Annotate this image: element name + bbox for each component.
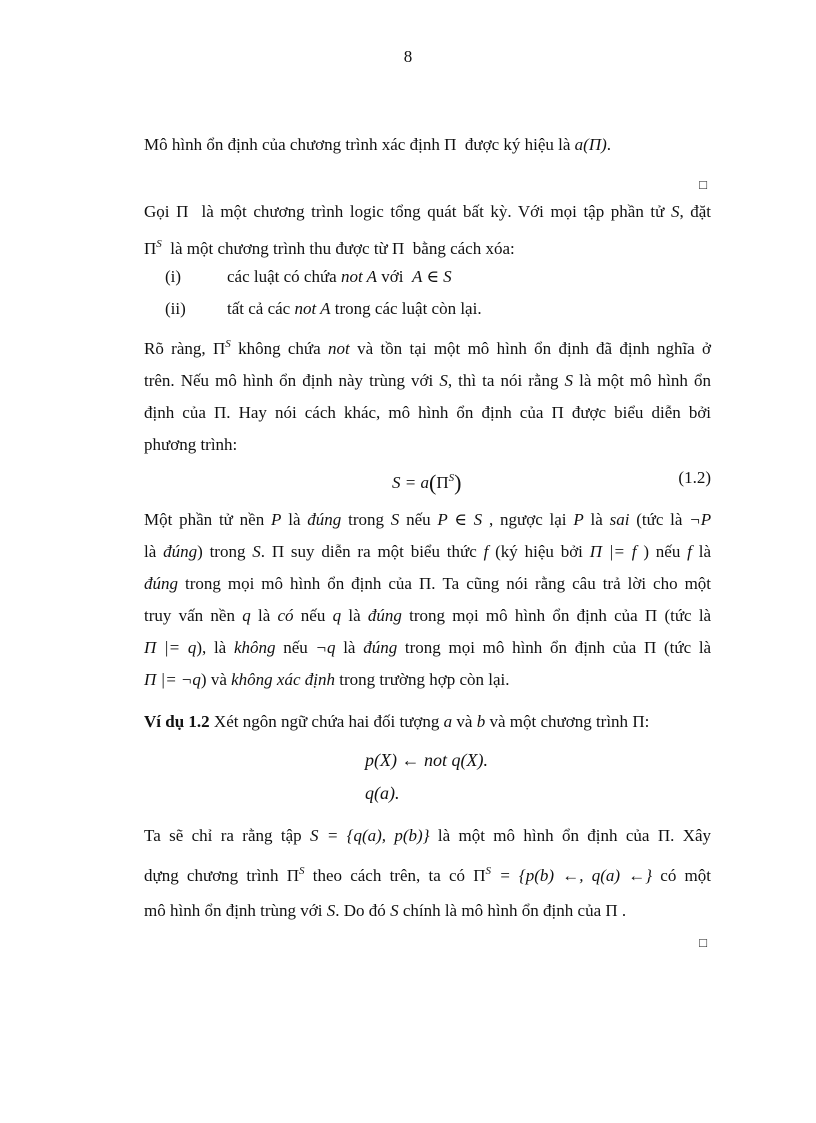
list-label: (i) — [165, 267, 182, 286]
page-number: 8 — [403, 47, 413, 66]
text: theo cách trên, ta có — [312, 866, 466, 885]
text: là — [288, 510, 301, 529]
pi-symbol: Π — [551, 403, 564, 422]
text: là — [257, 606, 271, 625]
italic-text: not — [328, 339, 350, 358]
text: là một mô hình ổn — [579, 371, 711, 390]
text: . — [621, 901, 627, 920]
line — [144, 855, 711, 892]
line — [144, 397, 711, 429]
text: trong trường hợp còn lại. — [339, 670, 510, 689]
pi-symbol: Π — [176, 202, 189, 221]
text: định của — [144, 403, 206, 422]
text: Rõ ràng, — [144, 339, 206, 358]
formula: S = {q(a), p(b)} — [309, 826, 430, 845]
pi-symbol: Π — [286, 866, 300, 885]
program-rule: q(a). — [365, 783, 400, 803]
text: , đặt — [679, 202, 712, 221]
text: bằng cách xóa: — [412, 239, 515, 258]
text: Gọi — [144, 202, 170, 221]
text: ) và — [200, 670, 227, 689]
formula: S = a — [392, 473, 429, 492]
text: trên. Nếu mô hình ổn định này trùng với — [144, 371, 434, 390]
italic-text: đúng — [144, 574, 178, 593]
paragraph-reduct-definition — [144, 196, 711, 265]
text: là — [144, 542, 157, 561]
text: (tức là — [664, 606, 712, 625]
pi-symbol: Π — [436, 473, 449, 492]
italic-text: f — [687, 542, 692, 561]
italic-text: đúng — [363, 638, 398, 657]
text: , ngược lại — [488, 510, 567, 529]
formula: Π |= ¬q — [144, 670, 201, 689]
text: dựng chương trình — [144, 866, 279, 885]
text: có một — [660, 866, 712, 885]
text: ) trong — [197, 542, 246, 561]
pi-symbol: Π — [392, 239, 405, 258]
pi-symbol: Π — [644, 606, 658, 625]
italic-text: q — [332, 606, 342, 625]
italic-text: P — [573, 510, 584, 529]
italic-text: b — [476, 712, 486, 731]
superscript: S — [299, 865, 305, 877]
set-symbol: S — [326, 901, 336, 920]
italic-text: not A — [340, 267, 378, 286]
superscript: S — [225, 338, 231, 350]
line — [144, 365, 711, 397]
line — [144, 664, 711, 696]
line — [144, 328, 711, 365]
text: ), là — [196, 638, 227, 657]
qed-box-icon: □ — [699, 177, 707, 192]
pi-symbol: Π — [144, 239, 157, 258]
italic-text: a — [443, 712, 453, 731]
text: với — [381, 267, 404, 286]
italic-text: f — [483, 542, 489, 561]
text: nếu — [283, 638, 308, 657]
set-symbol: S — [252, 542, 261, 561]
text: (tức là — [663, 638, 712, 657]
text: là — [348, 606, 361, 625]
text: Mô hình ổn định của chương trình xác định — [144, 135, 440, 154]
formula: Π |= f — [589, 542, 637, 561]
text: và — [456, 712, 473, 731]
equation: $S = a(\Pi^S)$ — [392, 470, 462, 495]
paragraph-stable-model-equation — [144, 328, 711, 461]
line — [144, 820, 711, 852]
text: Ta sẽ chỉ ra rằng tập — [144, 826, 302, 845]
text: Xét ngôn ngữ chứa hai đối tượng — [213, 712, 440, 731]
set-symbol: S — [564, 371, 574, 390]
paragraph-entailment — [144, 504, 711, 696]
text: truy vấn nền — [144, 606, 235, 625]
text: là một chương trình thu được từ — [170, 239, 388, 258]
line — [144, 536, 711, 568]
example-title: Ví dụ 1.2 — [144, 712, 210, 731]
text: chính là mô hình ổn định của — [402, 901, 602, 920]
pi-symbol: Π — [271, 542, 285, 561]
text: . Ta cũng nói rằng câu trả lời cho một — [431, 574, 712, 593]
set-symbol: S — [390, 510, 400, 529]
pi-symbol: Π — [418, 574, 432, 593]
text: (ký hiệu bởi — [495, 542, 583, 561]
set-symbol: S — [439, 371, 448, 390]
pi-symbol: Π — [473, 866, 486, 885]
text: trong mọi mô hình ổn định của — [409, 606, 638, 625]
pi-symbol: Π — [605, 901, 618, 920]
formula — [473, 866, 652, 885]
formula: ¬P — [689, 510, 712, 529]
text: . — [260, 542, 266, 561]
list-label: (ii) — [165, 299, 186, 318]
list-item — [165, 293, 482, 325]
qed-box-icon: □ — [699, 935, 707, 950]
text: tất cả các — [227, 299, 291, 318]
text: trong mọi mô hình ổn định của — [404, 638, 637, 657]
text: các luật có chứa — [227, 267, 337, 286]
line — [144, 632, 711, 664]
text: . — [606, 135, 612, 154]
text: nếu — [406, 510, 431, 529]
superscript: S — [485, 865, 492, 877]
italic-text: q — [242, 606, 251, 625]
italic-text: đúng — [367, 606, 402, 625]
pi-symbol: Π — [212, 339, 226, 358]
text: (tức là — [636, 510, 683, 529]
line — [144, 228, 711, 265]
superscript: S — [448, 472, 455, 484]
pi-symbol: Π — [632, 712, 645, 731]
italic-text: không — [233, 638, 276, 657]
formula: = {p(b) ←, q(a) ←} — [499, 866, 653, 885]
text: là — [343, 638, 356, 657]
italic-text: not A — [294, 299, 331, 318]
italic-text: có — [277, 606, 294, 625]
text: nếu — [300, 606, 326, 625]
text: ) nếu — [643, 542, 681, 561]
text: và tồn tại một mô hình ổn định đã định nghĩa ở — [357, 339, 712, 358]
equation-number: (1.2) — [678, 468, 711, 487]
text: , thì ta nói rằng — [447, 371, 559, 390]
line — [144, 568, 711, 600]
text: không chứa — [238, 339, 321, 358]
line — [144, 895, 711, 927]
line — [144, 600, 711, 632]
text: trong — [348, 510, 384, 529]
pi-symbol: Π — [657, 826, 671, 845]
text: là một mô hình ổn định của — [437, 826, 650, 845]
text: suy diễn ra một biểu thức — [290, 542, 477, 561]
paragraph-stable-model-notation — [144, 129, 711, 161]
text: trong các luật còn lại. — [334, 299, 482, 318]
text: . Do đó — [335, 901, 386, 920]
text: . Xây — [670, 826, 712, 845]
program-rule: p(X) ← not q(X). — [365, 750, 488, 770]
formula: Π |= q — [144, 638, 197, 657]
text: được biểu diễn bởi — [571, 403, 712, 422]
example-heading-line — [144, 706, 711, 738]
formula: P ∈ S — [437, 510, 483, 529]
text: trong mọi mô hình ổn định của — [184, 574, 412, 593]
paragraph-example-explanation — [144, 820, 711, 927]
text: . Hay nói cách khác, mô hình ổn định của — [226, 403, 544, 422]
italic-text: sai — [609, 510, 630, 529]
line — [144, 504, 711, 536]
text: mô hình ổn định trùng với — [144, 901, 323, 920]
italic-text: P — [271, 510, 282, 529]
text: là một chương trình logic tổng quát bất kỳ. Với mọi tập phần tử — [201, 202, 665, 221]
text: Một phần tử nền — [144, 510, 265, 529]
text: : — [644, 712, 650, 731]
formula: A ∈ S — [412, 267, 452, 286]
list-item — [165, 261, 452, 293]
pi-symbol: Π — [213, 403, 227, 422]
pi-symbol: Π — [643, 638, 657, 657]
italic-text: đúng — [307, 510, 342, 529]
line: phương trình: — [144, 435, 238, 454]
text: và một chương trình — [489, 712, 629, 731]
line — [144, 196, 711, 228]
text: là — [698, 542, 711, 561]
superscript: S — [156, 238, 162, 250]
text: là — [590, 510, 603, 529]
formula: ¬q — [315, 638, 336, 657]
set-symbol: S — [670, 202, 680, 221]
italic-text: đúng — [163, 542, 198, 561]
formula: a(Π) — [574, 135, 607, 154]
text: được ký hiệu là — [464, 135, 571, 154]
italic-text: không xác định — [231, 670, 335, 689]
pi-symbol: Π — [444, 135, 457, 154]
set-symbol: S — [390, 901, 399, 920]
